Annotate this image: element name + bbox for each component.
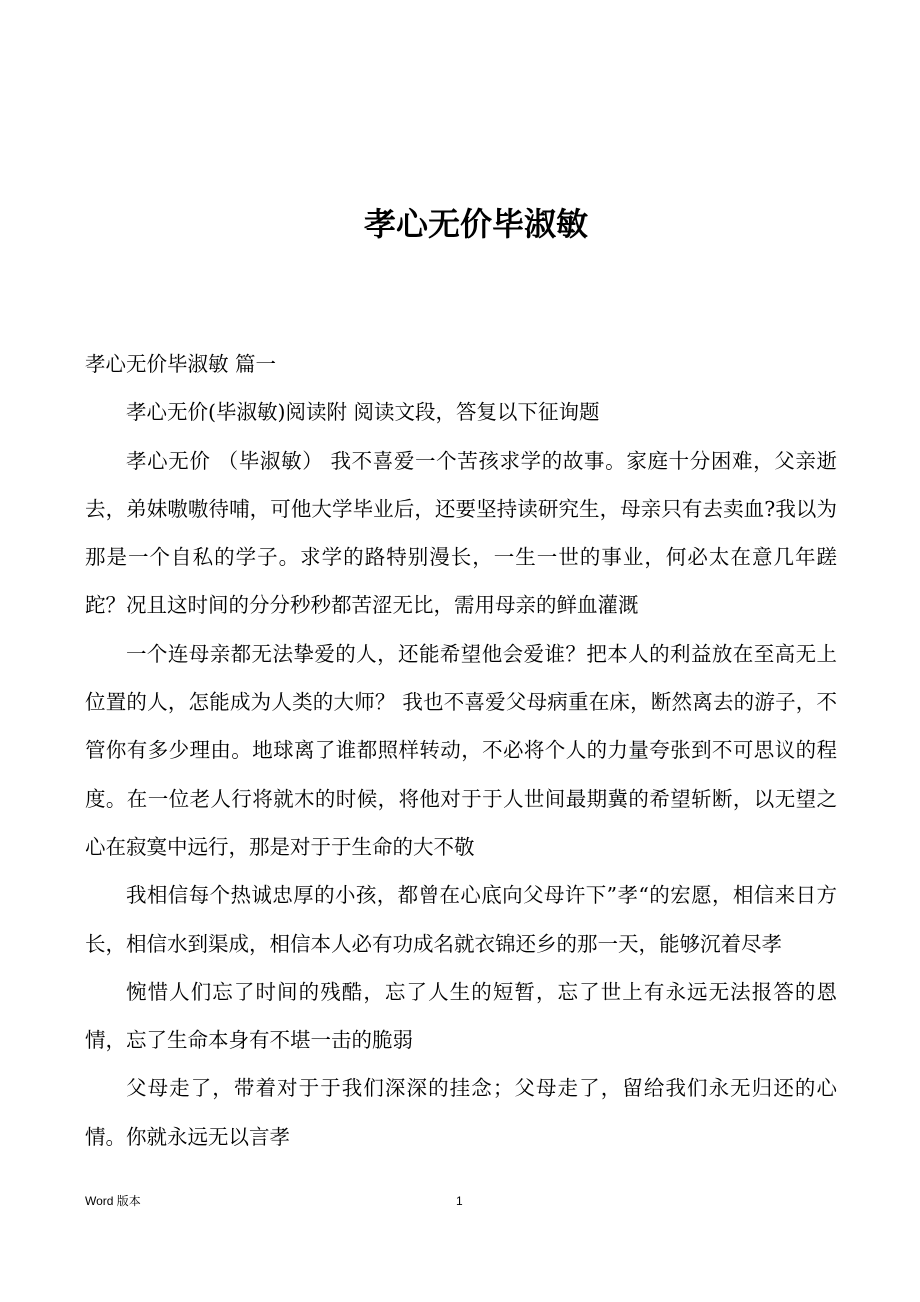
footer-page-number: 1 [456,1194,463,1208]
document-title: 孝心无价毕淑敏 [363,205,588,243]
section-heading: 孝心无价毕淑敏 篇一 [85,352,277,376]
document-body [85,340,837,1161]
paragraph: 惋惜人们忘了时间的残酷，忘了人生的短暂，忘了世上有永远无法报答的恩情，忘了生命本身有不堪一击的脆弱 [85,979,837,1053]
paragraph-intro: 孝心无价(毕淑敏)阅读附 阅读文段，答复以下征询题 [126,400,600,425]
paragraph: 一个连母亲都无法挚爱的人，还能希望他会爱谁？把本人的利益放在至高无上位置的人，怎能成为人类的大师？ 我也不喜爱父母病重在床，断然离去的游子，不管你有多少理由。地球离了谁都照样转动，不必将个人的力量夸张到不可思议的程度。在一位老人行将就木的时候，将他对于于人世间最期冀的希望斩断，以无望之心在寂寞中远行，那是对于于生命的大不敬 [85,641,837,859]
paragraph: 父母走了，带着对于于我们深深的挂念；父母走了，留给我们永无归还的心情。你就永远无以言孝 [85,1076,837,1149]
paragraph: 孝心无价 （毕淑敏） 我不喜爱一个苦孩求学的故事。家庭十分困难，父亲逝去，弟妹嗷嗷待哺，可他大学毕业后，还要坚持读研究生，母亲只有去卖血?我以为那是一个自私的学子。求学的路特别漫长，一生一世的事业，何必太在意几年蹉跎？况且这时间的分分秒秒都苦涩无比，需用母亲的鲜血灌溉 [85,448,837,618]
paragraph: 我相信每个热诚忠厚的小孩，都曾在心底向父母许下”孝“的宏愿，相信来日方长，相信水到渠成，相信本人必有功成名就衣锦还乡的那一天，能够沉着尽孝 [85,883,837,956]
footer-label: Word 版本 [85,1194,141,1208]
